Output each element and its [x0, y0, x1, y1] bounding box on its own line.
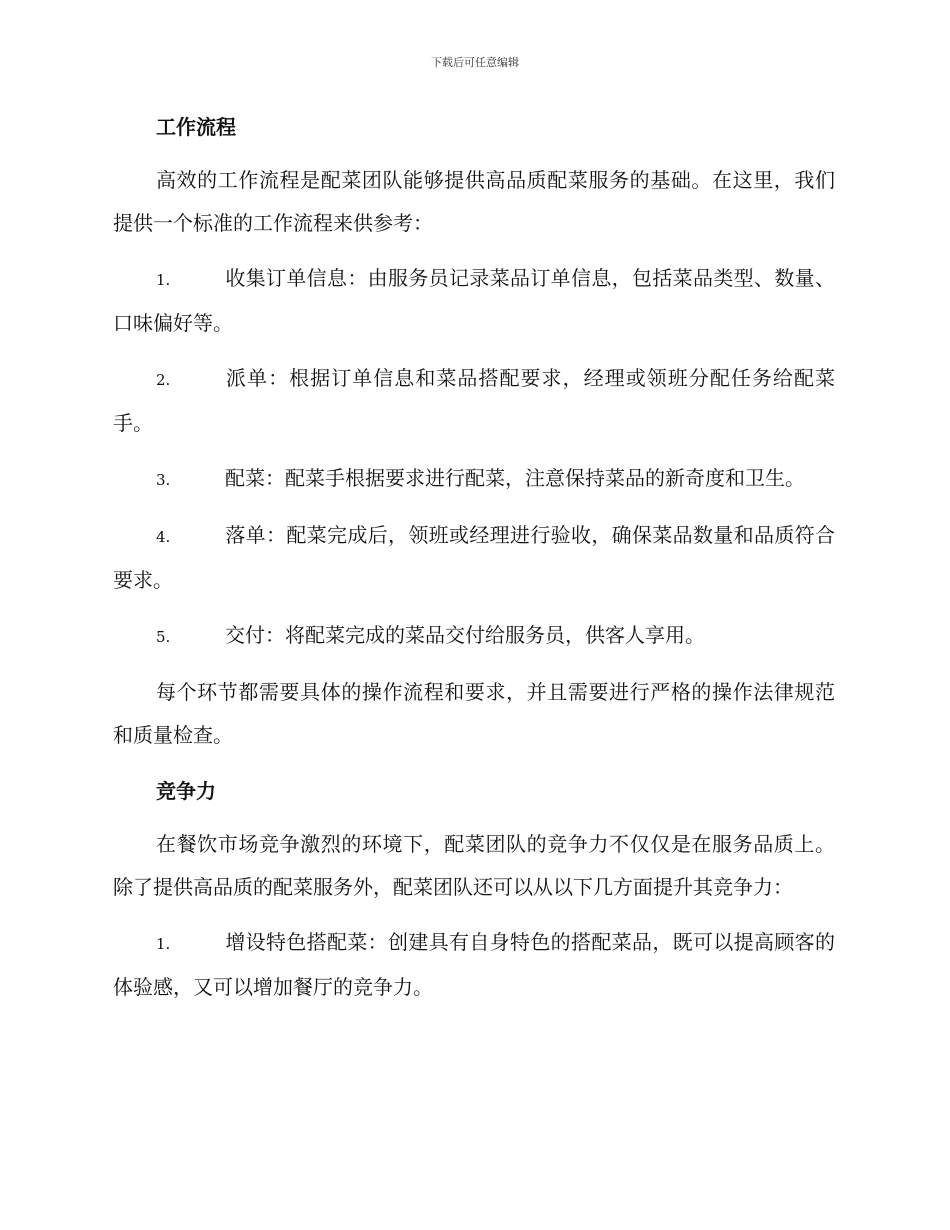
list-number: 4.: [156, 528, 171, 546]
list-number: 1.: [156, 271, 171, 289]
list-item-text: 派单：根据订单信息和菜品搭配要求，经理或领班分配任务给配菜手。: [113, 366, 835, 435]
list-number: 3.: [156, 471, 171, 489]
list-item-text: 落单：配菜完成后，领班或经理进行验收，确保菜品数量和品质符合要求。: [113, 523, 835, 592]
competitiveness-intro-paragraph: 在餐饮市场竞争激烈的环境下，配菜团队的竞争力不仅仅是在服务品质上。除了提供高品质的配菜服务外，配菜团队还可以从以下几方面提升其竞争力：: [113, 832, 835, 899]
page-header: 下载后可任意编辑: [431, 56, 519, 69]
list-item-text: 交付：将配菜完成的菜品交付给服务员，供客人享用。: [225, 623, 705, 647]
list-item: [113, 357, 835, 445]
document-body: [113, 107, 835, 1009]
list-item: [113, 921, 835, 1009]
list-item: [113, 457, 835, 502]
list-number: 2.: [156, 371, 171, 389]
list-item: [113, 514, 835, 602]
list-item-text: 增设特色搭配菜：创建具有自身特色的搭配菜品，既可以提高顾客的体验感，又可以增加餐厅的竞争力。: [113, 930, 835, 999]
section-heading-workflow: 工作流程: [156, 115, 236, 139]
list-number: 1.: [156, 935, 171, 953]
list-item: [113, 614, 835, 659]
workflow-intro-paragraph: 高效的工作流程是配菜团队能够提供高品质配菜服务的基础。在这里，我们提供一个标准的工作流程来供参考：: [113, 168, 835, 235]
list-item-text: 配菜：配菜手根据要求进行配菜，注意保持菜品的新奇度和卫生。: [225, 466, 805, 490]
workflow-closing-paragraph: 每个环节都需要具体的操作流程和要求，并且需要进行严格的操作法律规范和质量检查。: [113, 680, 835, 747]
list-item-text: 收集订单信息：由服务员记录菜品订单信息，包括菜品类型、数量、口味偏好等。: [113, 266, 835, 335]
list-number: 5.: [156, 628, 171, 646]
list-item: [113, 257, 835, 345]
section-heading-competitiveness: 竞争力: [156, 779, 216, 803]
